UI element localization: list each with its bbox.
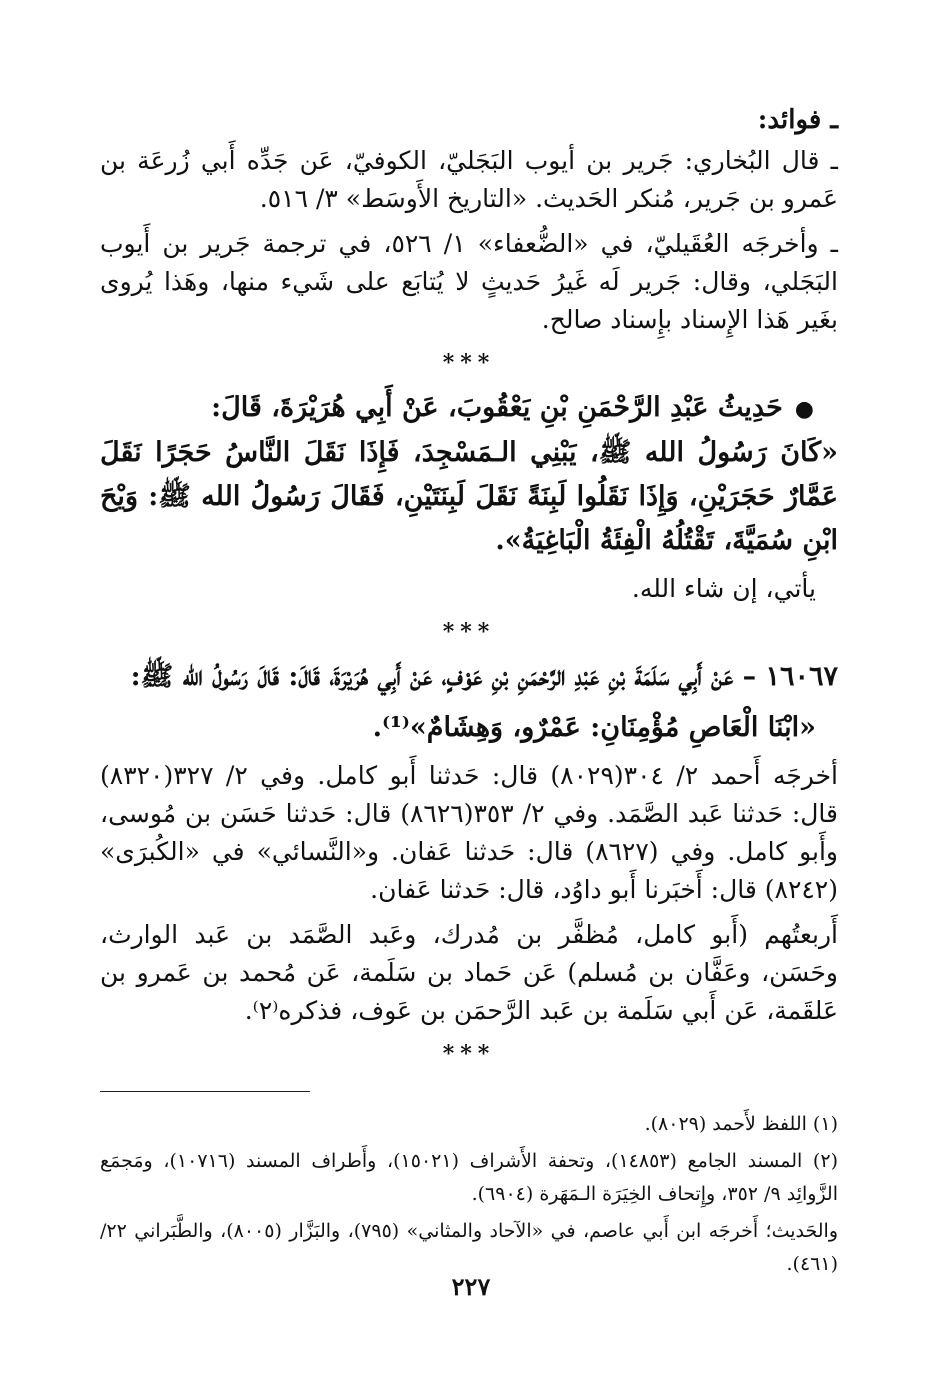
section-separator: ***	[442, 1041, 496, 1067]
fawaid-heading: ـ فوائد:	[757, 105, 838, 135]
footnote-2: (٢) المسند الجامع (١٤٨٥٣)، وتحفة الأَشراف (١٥٠٢١)، وأَطراف المسند (١٠٧١٦)، ومَجمَع الزَّوائِد ٩/ ٣٥٢، وإِتحاف الخِيَرَة الـمَهَرة (٦٩٠٤).	[100, 1150, 838, 1205]
footnote-3: والحَديث؛ أَخرجَه ابن أَبي عاصم، في «الآحاد والمثاني» (٧٩٥)، والبَزَّار (٨٠٠٥)، والطَّبَراني ٢٢/ (٤٦١).	[100, 1220, 839, 1275]
hadith-text: «كَانَ رَسُولُ الله ﷺ، يَبْنِي الـمَسْجِدَ، فَإِذَا نَقَلَ النَّاسُ حَجَرًا نَقَلَ عَمَّارٌ حَجَرَيْنِ، وَإِذَا نَقَلُوا لَبِنَةً نَقَلَ لَبِنَتَيْنِ، فَقَالَ رَسُولُ الله ﷺ: وَيْحَ ابْنِ سُمَيَّةَ، تَقْتُلُهُ الْفِئَةُ الْبَاغِيَةُ».	[100, 437, 838, 556]
takhrij-paragraph-1: أخرجَه أَحمد ٢/ ٣٠٤(٨٠٢٩) قال: حَدثنا أَبو كامل. وفي ٢/ ٣٢٧(٨٣٢٠) قال: حَدثنا عَبد الصَّمَد. وفي ٢/ ٣٥٣(٨٦٢٦) قال: حَدثنا حَسَن بن مُوسى، وأَبو كامل. وفي (٨٦٢٧) قال: حَدثنا عَفان. و«النَّسائي» في «الكُبرَى» (٨٢٤٢) قال: أَخبَرنا أَبو داوُد، قال: حَدثنا عَفان.	[100, 761, 838, 904]
section-separator: ***	[442, 350, 496, 376]
hadith-note: يأتي، إن شاء الله.	[631, 574, 816, 603]
section-separator: ***	[442, 619, 496, 645]
footnote-1: (١) اللفظ لأَحمد (٨٠٢٩).	[644, 1113, 838, 1135]
hadith-intro-text: حَدِيثُ عَبْدِ الرَّحْمَنِ بْنِ يَعْقُوبَ، عَنْ أَبِي هُرَيْرَةَ، قَالَ:	[211, 392, 783, 423]
entry-number: ١٦٠٦٧	[765, 661, 838, 692]
takhrij-paragraph-2: أَربعتُهم (أَبو كامل، مُظفَّر بن مُدرك، وعَبد الصَّمَد بن عَبد الوارث، وحَسَن، وعَفَّان بن مُسلم) عَن حَماد بن سَلَمة، عَن مُحمد بن عَمرو بن عَلقَمة، عَن أَبي سَلَمة بن عَبد الرَّحمَن بن عَوف، فذكره⁽٢⁾.	[100, 920, 838, 1025]
hadith-intro	[100, 386, 838, 431]
footnote-rule	[100, 1091, 310, 1092]
page-number: ٢٢٧	[451, 1272, 491, 1301]
entry-quote: «ابْنَا الْعَاصِ مُؤْمِنَانِ: عَمْرٌو، وَهِشَامٌ»⁽¹⁾.	[372, 712, 816, 743]
fawaid-paragraph-2: ـ وأخرجَه العُقَيليّ، في «الضُّعفاء» ١/ ٥٢٦، في ترجمة جَرير بن أَيوب البَجَلي، وقال: جَرير لَه غَيرُ حَديثٍ لا يُتابَع على شَيء منها، وهَذا يُروى بغَير هَذا الإِسناد بإِسناد صالح.	[100, 229, 838, 334]
bullet-icon: ●	[794, 396, 814, 422]
page-body	[100, 100, 838, 1077]
entry-intro: – عَنْ أَبِي سَلَمَةَ بْنِ عَبْدِ الرَّحْمَنِ بْنِ عَوْفٍ، عَنْ أَبِي هُرَيْرَةَ، قَالَ: قَالَ رَسُولُ الله ﷺ:	[130, 661, 757, 692]
entry-heading	[100, 655, 838, 699]
footnotes	[100, 1108, 838, 1285]
fawaid-paragraph-1: ـ قال البُخاري: جَرير بن أيوب البَجَليّ، الكوفيّ، عَن جَدِّه أَبي زُرعَة بن عَمرو بن جَرير، مُنكر الحَديث. «التاريخ الأَوسَط» ٣/ ٥١٦.	[100, 146, 838, 213]
